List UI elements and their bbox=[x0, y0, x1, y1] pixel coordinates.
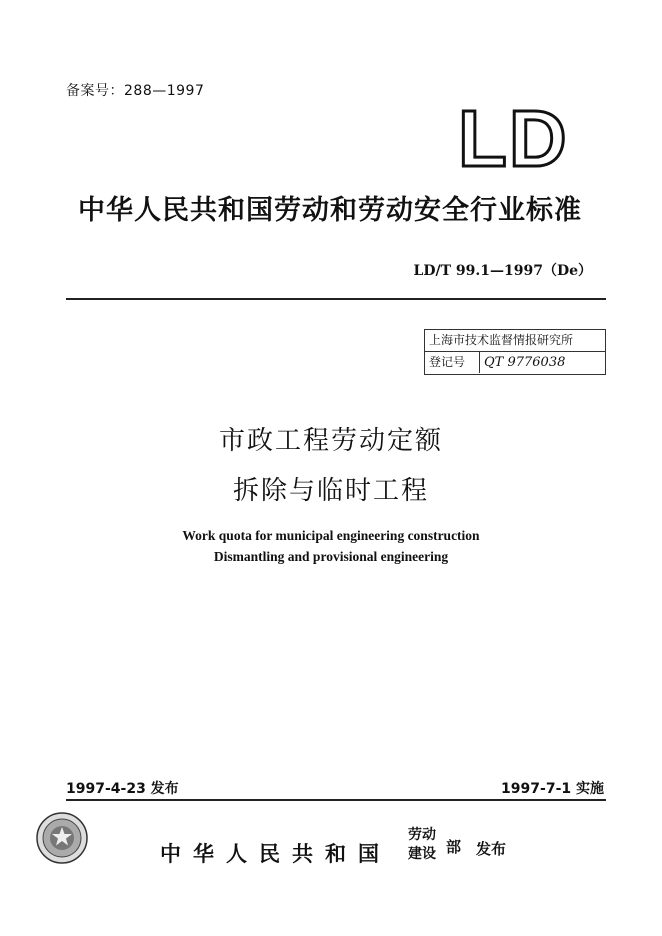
english-title-line2: Dismantling and provisional engineering bbox=[213, 549, 449, 564]
document-title-line2: 拆除与临时工程 bbox=[232, 476, 429, 506]
publish-label: 发布 bbox=[476, 840, 507, 858]
ld-logo-text: LD bbox=[458, 100, 569, 172]
top-divider bbox=[66, 298, 606, 300]
stamp-registration-label: 登记号 bbox=[429, 352, 480, 373]
stamp-registration-number: QT 9776038 bbox=[484, 355, 566, 370]
national-emblem-icon bbox=[36, 812, 88, 864]
stamp-institute: 上海市技术监督情报研究所 bbox=[429, 333, 574, 347]
issuing-country: 中华人民共和国 bbox=[160, 842, 391, 866]
ministry-labour: 劳动 bbox=[408, 827, 436, 843]
bottom-divider bbox=[66, 799, 606, 801]
issue-date: 1997-4-23 发布 bbox=[66, 781, 179, 797]
ministry-construction: 建设 bbox=[408, 846, 436, 862]
implementation-date: 1997-7-1 实施 bbox=[501, 781, 604, 797]
stamp-registration-row bbox=[425, 351, 605, 373]
standard-code: LD/T 99.1—1997（De） bbox=[413, 263, 592, 279]
document-title-line1: 市政工程劳动定额 bbox=[218, 426, 443, 456]
english-title-line1: Work quota for municipal engineering construction bbox=[182, 528, 480, 543]
ministry-suffix: 部 bbox=[446, 838, 462, 856]
industry-standard-title: 中华人民共和国劳动和劳动安全行业标准 bbox=[78, 195, 582, 226]
record-number: 备案号：288—1997 bbox=[66, 83, 205, 99]
ld-logo bbox=[456, 100, 574, 172]
issuing-ministries bbox=[408, 826, 436, 864]
registration-stamp bbox=[424, 329, 606, 375]
